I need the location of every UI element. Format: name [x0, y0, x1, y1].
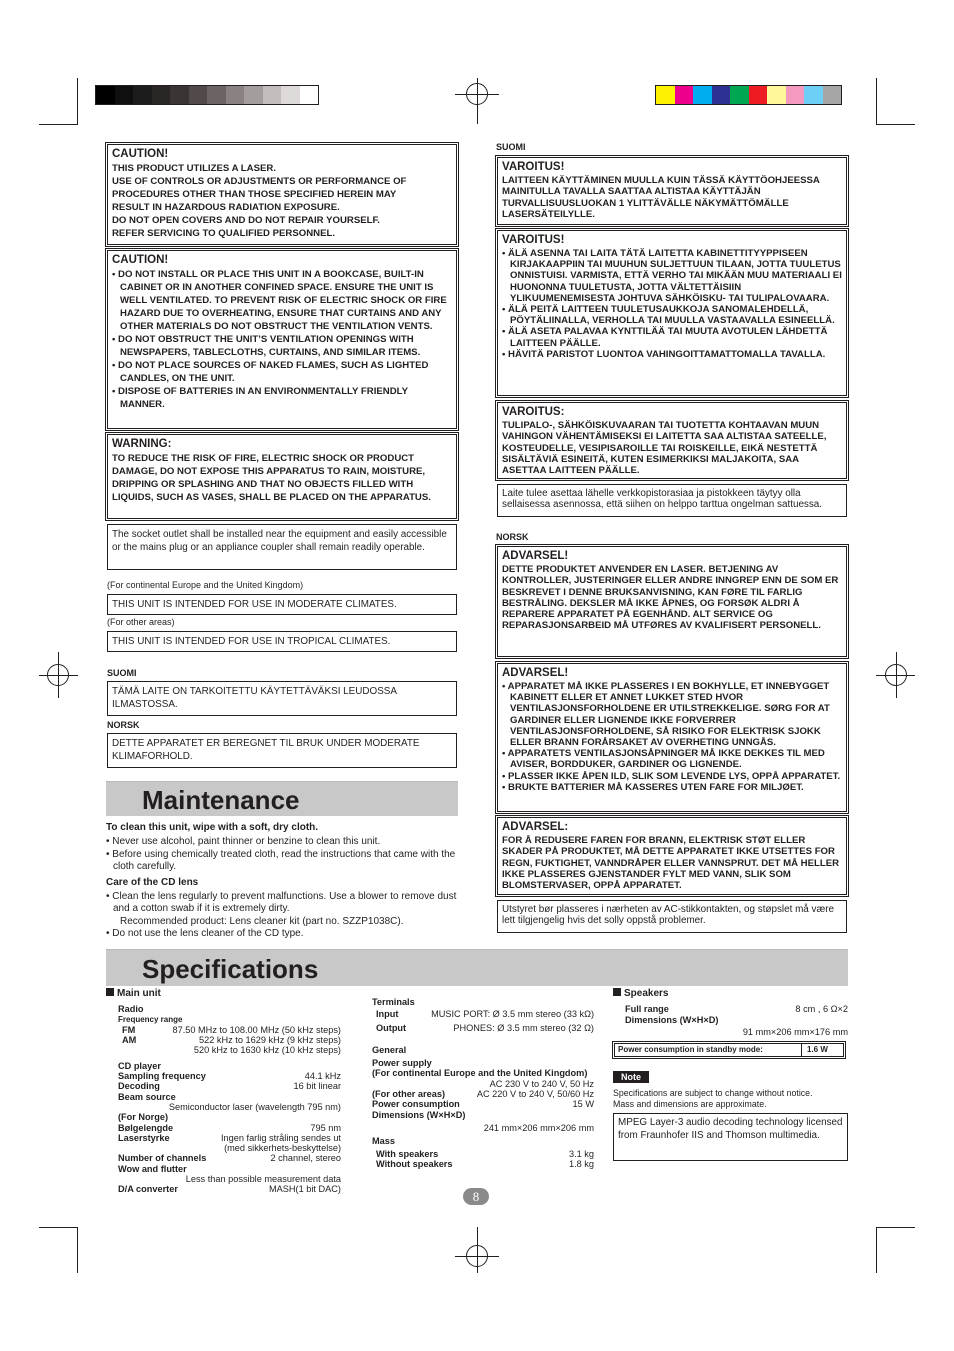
list-item: • ÄLÄ PEITÄ LAITTEEN TUULETUSAUKKOJA SANOMALEHDELLÄ, PÖYTÄLIINALLA, VERHOLLA TAI MUULLA VASTAAVALLA ESINEELLÄ.	[502, 304, 842, 326]
main-unit-heading: Main unit	[106, 988, 341, 999]
spec-row-fm: FM 87.50 MHz to 108.00 MHz (50 kHz steps)	[122, 1024, 341, 1035]
tropical-climate-text: THIS UNIT IS INTENDED FOR USE IN TROPICAL CLIMATES.	[112, 636, 391, 647]
varoitus-laser-box	[497, 157, 847, 225]
cmyk-swatch	[786, 86, 805, 104]
spec-row-input: Input MUSIC PORT: Ø 3.5 mm stereo (33 kΩ)	[376, 1009, 594, 1020]
tropical-climate-box	[107, 631, 457, 652]
caution-title: CAUTION!	[112, 148, 169, 160]
advarsel-title: ADVARSEL!	[502, 550, 569, 562]
grayscale-swatch	[152, 86, 171, 104]
cmyk-color-bar	[655, 85, 842, 105]
grayscale-swatch	[281, 86, 300, 104]
power-supply-label: Power supply	[372, 1058, 432, 1069]
dimensions-value: 241 mm×206 mm×206 mm	[483, 1122, 594, 1133]
page-number: 8	[463, 1188, 489, 1205]
wow-value: Less than possible measurement data	[185, 1174, 341, 1185]
list-item: • DO NOT INSTALL OR PLACE THIS UNIT IN A BOOKCASE, BUILT-IN CABINET OR IN ANOTHER CONFINED SPACE. ENSURE THE UNIT IS WELL VENTILATED. TO PREVENT RISK OF ELECTRIC SHOCK OR FIRE HAZARD DUE TO OVERHEATING, ENSURE THAT CURTAINS AND ANY OTHER MATERIALS DO NOT OBSTRUCT THE VENTILATION VENTS.	[112, 268, 452, 333]
no-socket-box	[497, 900, 847, 933]
moderate-climate-box	[107, 594, 457, 615]
cmyk-swatch	[804, 86, 823, 104]
spec-am-value2: 520 kHz to 1630 kHz (10 kHz steps)	[193, 1045, 341, 1056]
list-item: • ÄLÄ ASENNA TAI LAITA TÄTÄ LAITETTA KABINETTITYYPPISEEN KIRJAKAAPPIIN TAI MUUHUN SULJETTUUN TILAAN, JOTTA TUULETUS ONNISTUISI. VARMISTA, ETTÄ VERHO TAI MIKÄÄN MUU MATERIAALI EI HUONONNA TUULETUSTA, JOTTA VÄLTETTÄISIIN YLIKUUMENEMISESTA JOHTUVA SÄHKÖISKU- TAI TULIPALOVAARA.	[502, 248, 842, 304]
caution-line: PROCEDURES OTHER THAN THOSE SPECIFIED HEREIN MAY	[112, 189, 397, 200]
list-item: • DO NOT OBSTRUCT THE UNIT’S VENTILATION OPENINGS WITH NEWSPAPERS, TABLECLOTHS, CURTAINS, AND SIMILAR ITEMS.	[112, 333, 452, 359]
list-item: • APPARATETS VENTILASJONSÅPNINGER MÅ IKKE DEKKES TIL MED AVISER, BORDDUKER, GARDINER OG LIGNENDE.	[502, 748, 842, 770]
list-item: • HÄVITÄ PARISTOT LUONTOA VAHINGOITTAMATTOMALLA TAVALLA.	[502, 349, 842, 360]
varoitus-install-list	[502, 248, 842, 360]
suomi-climate-text: TÄMÄ LAITE ON TARKOITETTU KÄYTETTÄVÄKSI LEUDOSSA ILMASTOSSA.	[112, 686, 397, 710]
spec-row-laserstyrke: Laserstyrke Ingen farlig stråling sendes ut	[118, 1132, 341, 1143]
spec-row-output: Output PHONES: Ø 3.5 mm stereo (32 Ω)	[376, 1022, 594, 1033]
speaker-dimensions-label: Dimensions (W×H×D)	[625, 1014, 719, 1025]
grayscale-swatch	[300, 86, 319, 104]
spec-row-ps-other: (For other areas) AC 220 V to 240 V, 50/60 Hz	[372, 1089, 594, 1100]
grayscale-color-bar	[95, 85, 319, 105]
advarsel-install-box	[497, 663, 847, 812]
caution-line: THIS PRODUCT UTILIZES A LASER.	[112, 163, 276, 174]
varoitus-warning-box	[497, 402, 847, 479]
varoitus-warning-text: TULIPALO-, SÄHKÖISKUVAARAN TAI TUOTETTA KOHTAAVAN MUUN VAHINGON VÄHENTÄMISEKSI EI LAITETTA SAA ALTISTAA SATEELLE, KOSTEUDELLE, VESIPISAROILLE TAI ROISKEILLE, EIKÄ NESTETTÄ SISÄLTÄVIÄ ESINEITÄ, KUTEN ESIMERKIKSI MALJAKOITA, SAA ASETTAA LAITTEEN PÄÄLLE.	[502, 420, 827, 477]
caution-line: REFER SERVICING TO QUALIFIED PERSONNEL.	[112, 228, 335, 239]
language-label-norsk: NORSK	[496, 532, 529, 542]
warning-text: TO REDUCE THE RISK OF FIRE, ELECTRIC SHOCK OR PRODUCT DAMAGE, DO NOT EXPOSE THIS APPARATUS TO RAIN, MOISTURE, DRIPPING OR SPLASHING AND THAT NO OBJECTS FILLED WITH LIQUIDS, SUCH AS VASES, SHALL BE PLACED ON THE APPARATUS.	[112, 453, 431, 503]
advarsel-install-list	[502, 681, 842, 793]
suomi-climate-box	[107, 681, 457, 716]
spec-row-am: AM 522 kHz to 1629 kHz (9 kHz steps)	[122, 1035, 341, 1046]
socket-note-box	[107, 524, 457, 570]
grayscale-swatch	[207, 86, 226, 104]
divider	[801, 1043, 802, 1057]
cmyk-swatch	[693, 86, 712, 104]
grayscale-swatch	[133, 86, 152, 104]
advarsel-warning-text: FOR Å REDUSERE FAREN FOR BRANN, ELEKTRISK STØT ELLER SKADER PÅ PRODUKTET, MÅ DETTE APPARATET IKKE UTSETTES FOR REGN, FUKTIGHET, VANNDRÅPER ELLER VANNSPRUT. DET MÅ HELLER IKKE PLASSERES GJENSTANDER FYLT MED VANN, SLIK SOM BLOMSTERVASER, OPPÅ APPARATET.	[502, 835, 840, 892]
ps-eu-label: (For continental Europe and the United Kingdom)	[372, 1068, 588, 1079]
caution-line: DO NOT OPEN COVERS AND DO NOT REPAIR YOURSELF.	[112, 215, 380, 226]
fi-socket-text: Laite tulee asettaa lähelle verkkopistorasiaa ja pistokkeen täytyy olla sellaisessa asennossa, että siihen on helppo tarttua ongelman sattuessa.	[502, 488, 823, 511]
varoitus-laser-text: LAITTEEN KÄYTTÄMINEN MUULLA KUIN TÄSSÄ KÄYTTÖOHJEESSA MAINITULLA TAVALLA SAATTAA ALTISTAA KÄYTTÄJÄN TURVALLISUUSLUOKAN 1 YLITTÄVÄLLE NÄKYMÄTTÖMÄLLE LASERSÄTEILYLLE.	[502, 175, 820, 220]
ps-eu-value: AC 230 V to 240 V, 50 Hz	[489, 1078, 594, 1089]
spec-speakers	[613, 988, 848, 1037]
mpeg-license-text: MPEG Layer-3 audio decoding technology licensed from Fraunhofer IIS and Thomson multimedia.	[618, 1117, 843, 1141]
cmyk-swatch	[675, 86, 694, 104]
list-item: • ÄLÄ ASETA PALAVAA KYNTTILÄÄ TAI MUUTA AVOTULEN LÄHDETTÄ LAITTEEN PÄÄLLE.	[502, 326, 842, 348]
advarsel-warning-box	[497, 817, 847, 895]
dimensions-label: Dimensions (W×H×D)	[372, 1109, 466, 1120]
no-socket-text: Utstyret bør plasseres i nærheten av AC-stikkontakten, og støpslet må være lett tilgjengelig hvis det solly oppstå problemer.	[502, 904, 835, 927]
varoitus-install-box	[497, 230, 847, 396]
caution-install-box	[107, 250, 457, 429]
list-item: • PLASSER IKKE ÅPEN ILD, SLIK SOM LEVENDE LYS, OPPÅ APPARATET.	[502, 771, 842, 782]
spec-row-channels: Number of channels 2 channel, stereo	[118, 1153, 341, 1164]
caution-laser-text	[112, 162, 452, 240]
norge-label: (For Norge)	[118, 1112, 169, 1123]
varoitus-title: VAROITUS!	[502, 234, 565, 246]
note-text: Specifications are subject to change without notice.	[613, 1088, 813, 1098]
warning-box	[107, 434, 457, 519]
cmyk-swatch	[730, 86, 749, 104]
grayscale-swatch	[263, 86, 282, 104]
mpeg-license-box	[613, 1113, 848, 1161]
advarsel-laser-text: DETTE PRODUKTET ANVENDER EN LASER. BETJENING AV KONTROLLER, JUSTERINGER ELLER ANDRE INNGREP ENN DE SOM ER BESKREVET I DENNE BRUKSANVISNING, KAN FØRE TIL FARLIG BESTRÅLING. DEKSLER MÅ IKKE ÅPNES, OG FORSØK ALDRI Å REPARERE APPARATET PÅ EGENHÅND. ALT SERVICE OG REPARASJONSARBEID MÅ UTFØRES AV KVALIFISERT PERSONELL.	[502, 564, 839, 632]
warning-title: WARNING:	[112, 438, 172, 450]
square-bullet-icon	[106, 988, 114, 996]
beam-source-value: Semiconductor laser (wavelength 795 nm)	[168, 1101, 341, 1112]
grayscale-swatch	[189, 86, 208, 104]
cd-lens-heading: Care of the CD lens	[106, 876, 199, 888]
spec-main-unit	[106, 988, 341, 1195]
caution-line: USE OF CONTROLS OR ADJUSTMENTS OR PERFORMANCE OF	[112, 176, 407, 187]
spec-row-bolgelengde: Bølgelengde 795 nm	[118, 1122, 341, 1133]
varoitus-title: VAROITUS:	[502, 406, 565, 418]
spec-row-power-consumption: Power consumption 15 W	[372, 1099, 594, 1110]
cmyk-swatch	[767, 86, 786, 104]
wow-label: Wow and flutter	[118, 1163, 187, 1174]
advarsel-title: ADVARSEL!	[502, 667, 569, 679]
cd-player-heading: CD player	[118, 1060, 161, 1071]
standby-label: Power consumption in standby mode:	[618, 1045, 763, 1054]
radio-heading: Radio	[118, 1004, 144, 1015]
norsk-climate-box	[107, 733, 457, 768]
spec-row-decoding: Decoding 16 bit linear	[118, 1081, 341, 1092]
list-item: • DO NOT PLACE SOURCES OF NAKED FLAMES, SUCH AS LIGHTED CANDLES, ON THE UNIT.	[112, 359, 452, 385]
freq-range-label: Frequency range	[118, 1014, 183, 1024]
grayscale-swatch	[96, 86, 115, 104]
spec-row-da: D/A converter MASH(1 bit DAC)	[118, 1184, 341, 1195]
standby-power-box	[614, 1043, 844, 1057]
language-label-suomi: SUOMI	[107, 668, 137, 678]
moderate-climate-text: THIS UNIT IS INTENDED FOR USE IN MODERATE CLIMATES.	[112, 599, 397, 610]
cd-lens-text: Clean the lens regularly to prevent malfunctions. Use a blower to remove dust and a cotton swab if it is extremely dirty.	[112, 890, 457, 914]
cmyk-swatch	[712, 86, 731, 104]
list-item: • APPARATET MÅ IKKE PLASSERES I EN BOKHYLLE, ET INNEBYGGET KABINETT ELLER ET ANNET LUKKET STED HVOR VENTILASJONSFORHOLDENE ER UTILSTREKKELIGE. SØRG FOR AT GARDINER ELLER LIGNENDE IKKE FORVERRER VENTILASJONSFORHOLDENE, SÅ RISIKO FOR ELEKTRISK SJOKK ELLER BRANN FORÅRSAKET AV OVERHETING UNNGÅS.	[502, 681, 842, 748]
cmyk-swatch	[656, 86, 675, 104]
cmyk-swatch	[823, 86, 842, 104]
list-item: • BRUKTE BATTERIER MÅ KASSERES UTEN FARE FOR MILJØET.	[502, 782, 842, 793]
norsk-climate-text: DETTE APPARATET ER BEREGNET TIL BRUK UNDER MODERATE KLIMAFORHOLD.	[112, 738, 420, 762]
grayscale-swatch	[115, 86, 134, 104]
square-bullet-icon	[613, 988, 621, 996]
fi-socket-box	[497, 484, 847, 517]
spec-row-without-speakers: Without speakers 1.8 kg	[376, 1158, 594, 1169]
language-label-norsk: NORSK	[107, 720, 140, 730]
specifications-title: Specifications	[142, 954, 319, 984]
region-label-eu: (For continental Europe and the United Kingdom)	[107, 580, 304, 590]
beam-source-label: Beam source	[118, 1091, 176, 1102]
list-item	[106, 891, 458, 929]
maintenance-title: Maintenance	[142, 785, 300, 815]
mass-heading: Mass	[372, 1136, 395, 1147]
caution-laser-box	[107, 144, 457, 245]
caution-title: CAUTION!	[112, 254, 169, 266]
maintenance-section	[106, 821, 458, 941]
spec-terminals-general	[372, 997, 594, 1169]
spec-row-full-range: Full range 8 cm , 6 Ω×2	[625, 1004, 848, 1015]
specifications-header-bar	[106, 949, 848, 986]
note-section	[613, 1067, 848, 1109]
language-label-suomi: SUOMI	[496, 142, 526, 152]
general-heading: General	[372, 1044, 407, 1055]
socket-note-text: The socket outlet shall be installed near the equipment and easily accessible or the mains plug or an appliance coupler shall remain readily operable.	[112, 529, 447, 553]
advarsel-laser-box	[497, 546, 847, 657]
spec-row-sampling: Sampling frequency 44.1 kHz	[118, 1071, 341, 1082]
laserstyrke-value2: (med sikkerhets-beskyttelse)	[224, 1143, 341, 1154]
clean-heading: To clean this unit, wipe with a soft, dry cloth.	[106, 822, 319, 833]
grayscale-swatch	[170, 86, 189, 104]
list-item: • Do not use the lens cleaner of the CD type.	[106, 928, 458, 941]
varoitus-title: VAROITUS!	[502, 161, 565, 173]
grayscale-swatch	[244, 86, 263, 104]
speakers-heading: Speakers	[613, 988, 848, 999]
caution-line: RESULT IN HAZARDOUS RADIATION EXPOSURE.	[112, 202, 340, 213]
cd-lens-product: Recommended product: Lens cleaner kit (part no. SZZP1038C).	[120, 915, 404, 927]
note-label: Note	[613, 1071, 649, 1083]
cmyk-swatch	[749, 86, 768, 104]
spec-row-with-speakers: With speakers 3.1 kg	[376, 1148, 594, 1159]
caution-install-list	[112, 268, 452, 411]
terminals-heading: Terminals	[372, 997, 415, 1007]
list-item: • Never use alcohol, paint thinner or benzine to clean this unit.	[106, 836, 458, 849]
list-item: • Before using chemically treated cloth, read the instructions that came with the cloth carefully.	[106, 849, 458, 874]
standby-value: 1.6 W	[807, 1045, 828, 1054]
note-text: Mass and dimensions are approximate.	[613, 1098, 767, 1109]
advarsel-title: ADVARSEL:	[502, 821, 569, 833]
maintenance-header-bar	[106, 781, 458, 816]
grayscale-swatch	[226, 86, 245, 104]
list-item: • DISPOSE OF BATTERIES IN AN ENVIRONMENTALLY FRIENDLY MANNER.	[112, 385, 452, 411]
speaker-dimensions-value: 91 mm×206 mm×176 mm	[742, 1026, 848, 1037]
region-label-other: (For other areas)	[107, 617, 175, 627]
